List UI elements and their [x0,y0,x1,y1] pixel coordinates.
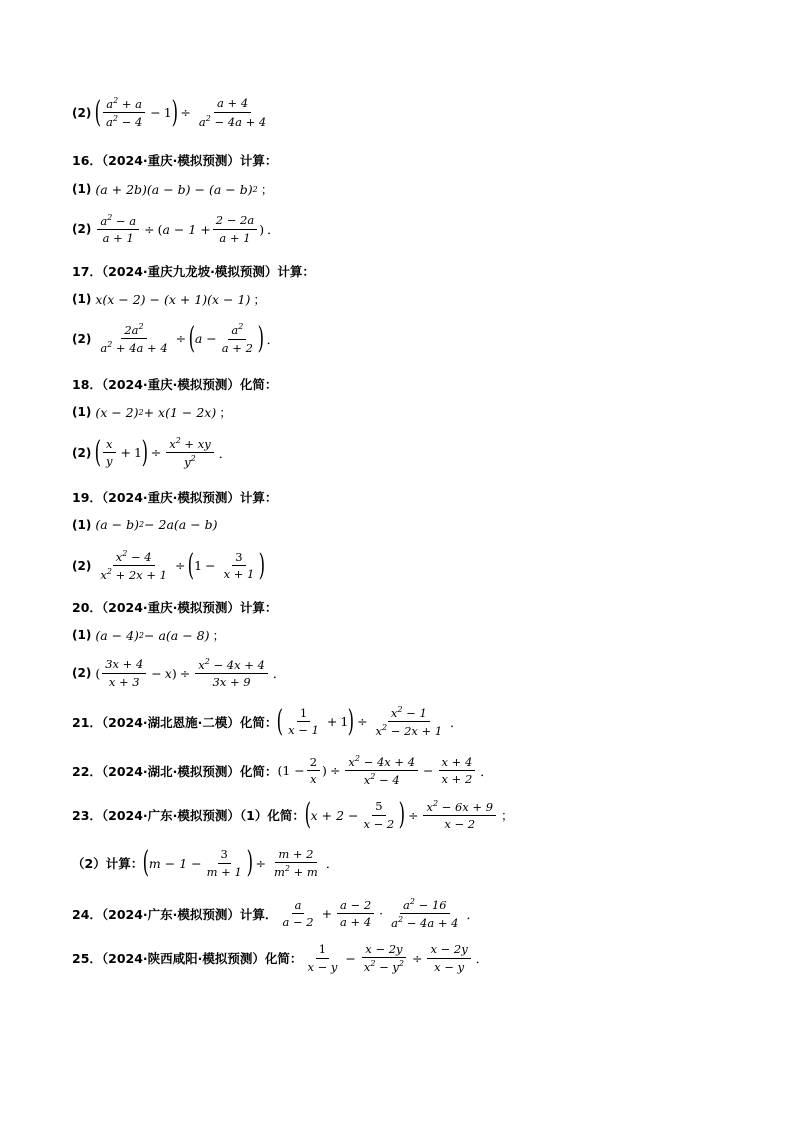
p23-header: 23．（2024·广东·模拟预测）（1）化简： [72,808,305,824]
p22 [72,754,493,787]
p19-part1-expr: (a − b) 2 − 2a(a − b) [95,517,218,532]
p20-part1-label: (1) [72,628,92,642]
p20-part2-label: (2) [72,666,92,681]
p16-part2-expr: $\frac{a^2 - a}{a + 1}$ ÷ ( a − 1 + $\frac{2 - 2a}{a + 1}$ ) ． [95,213,279,246]
p20-part1-expr: (a − 4) 2 − a(a − 8) ； [95,627,226,643]
p18-part1-expr: (x − 2) 2 + x(1 − 2x) ； [95,404,232,420]
p23-part2-label: （2）计算： [72,856,144,872]
p17-part1 [72,290,266,308]
p23-part2-expr: ( m − 1 − $\frac{3}{m + 1}$ ) ÷ $\frac{m + 2}{m^2 + m}$ ． [142,845,339,881]
p24 [72,897,479,930]
p15-part2 [72,96,271,129]
p23 [72,799,514,832]
p15-part2-label: (2) [72,105,92,120]
p25 [72,942,488,975]
p21 [72,705,463,738]
p16-part1-label: (1) [72,182,92,196]
p17-part1-label: (1) [72,292,92,306]
p16-part1 [72,180,273,198]
p23-part1-expr: ( x + 2 − $\frac{5}{x - 2}$ ) ÷ $\frac{x^2 - 6x + 9}{x - 2}$ ； [304,797,514,833]
p18-part2-expr: ( $\frac{x}{y}$ + 1 ) ÷ $\frac{x^2 + xy}{y^2}$ ． [94,434,232,470]
p17-header: 17．（2024·重庆九龙坡·模拟预测）计算： [72,264,315,279]
p24-header: 24．（2024·广东·模拟预测）计算． [72,906,278,922]
p16-part2-label: (2) [72,222,92,237]
p17-part2 [72,322,279,355]
p18-part1 [72,403,232,421]
p18-part2 [72,436,231,469]
p15-part2-expr: ( $\frac{a^2 + a}{a^2 - 4}$ − 1 ) ÷ $\frac{a + 4}{a^2 - 4a + 4}$ [94,94,267,130]
p23-part2 [72,847,338,880]
p19-part1-label: (1) [72,517,92,532]
p20-header: 20．（2024·重庆·模拟预测）计算： [72,600,278,615]
p17-part1-expr: x(x − 2) − (x + 1)(x − 1) ； [95,291,266,307]
p16-header: 16．（2024·重庆·模拟预测）计算： [72,153,278,168]
p19-part2-label: (2) [72,558,92,573]
p18-part1-label: (1) [72,405,92,419]
p22-expr: (1 − $\frac{2}{x}$ ) ÷ $\frac{x^2 - 4x + 4}{x^2 - 4}$ − $\frac{x + 4}{x + 2}$ ． [277,754,493,788]
p21-header: 21．（2024·湖北恩施·二模）化简： [72,714,278,730]
p24-expr: $\frac{a}{a - 2}$ + $\frac{a - 2}{a + 4}$ · $\frac{a^2 - 16}{a^2 - 4a + 4}$ ． [282,897,480,931]
p17-part2-label: (2) [72,331,92,346]
p20-part2-expr: ( $\frac{3x + 4}{x + 3}$ − x ) ÷ $\frac{x^2 - 4x + 4}{3x + 9}$ ． [95,657,286,690]
p20-part1 [72,626,225,644]
p21-expr: ( $\frac{1}{x - 1}$ + 1 ) ÷ $\frac{x^2 - 1}{x^2 - 2x + 1}$ ． [277,703,463,739]
p20-part2 [72,657,285,690]
p22-header: 22．（2024·湖北·模拟预测）化简： [72,763,278,779]
p16-part1-expr: (a + 2b)(a − b) − (a − b) 2 ； [95,181,274,197]
p25-expr: $\frac{1}{x - y}$ − $\frac{x - 2y}{x^2 - y^2}$ ÷ $\frac{x - 2y}{x - y}$ ． [307,942,489,975]
p18-header: 18．（2024·重庆·模拟预测）化简： [72,377,278,392]
p19-part2 [72,549,265,582]
p25-header: 25．（2024·陕西咸阳·模拟预测）化简： [72,951,303,967]
p16-part2 [72,213,280,246]
p17-part2-expr: $\frac{2a^2}{a^2 + 4a + 4}$ ÷ ( a − $\frac{a^2}{a + 2}$ ) ． [100,320,280,356]
p18-part2-label: (2) [72,445,92,460]
p19-header: 19．（2024·重庆·模拟预测）计算： [72,490,278,505]
p19-part1 [72,517,218,532]
p19-part2-expr: $\frac{x^2 - 4}{x^2 + 2x + 1}$ ÷ ( 1 − $\frac{3}{x + 1}$ ) [100,547,266,583]
